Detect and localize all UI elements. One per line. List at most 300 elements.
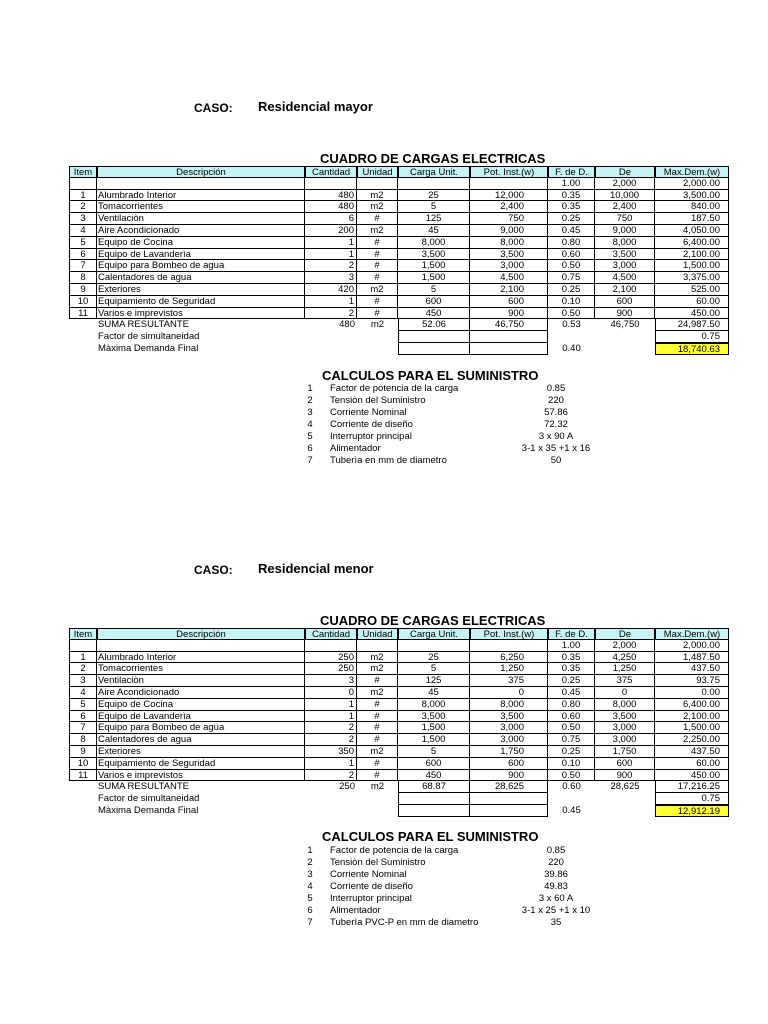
cell-max-dem: 60.00: [655, 296, 729, 308]
cell-f-de-d: 0.25: [548, 284, 595, 296]
cell-max-dem: 3,375.00: [655, 272, 729, 284]
cell-max-dem: 12,912.19: [655, 805, 729, 817]
cell-cantidad: [305, 640, 357, 652]
cell-f-de-d: 0.60: [548, 249, 595, 261]
cell-pot-inst: 8,000: [470, 699, 548, 711]
calc-number: 7: [307, 455, 313, 466]
table-header-row: [69, 628, 721, 640]
calc-item: [0, 383, 768, 395]
cell-carga-unit: 25: [398, 652, 470, 664]
table-row: [69, 295, 720, 308]
cell-item: 2: [69, 201, 97, 213]
cell-descripcion: Calentadores de agua: [97, 734, 305, 746]
cell-de: 3,000: [595, 722, 655, 734]
cell-cantidad: 200: [305, 225, 357, 237]
calc-item: [0, 917, 768, 929]
cell-item: 5: [69, 237, 97, 249]
cell-max-dem: 18,740.63: [655, 343, 729, 355]
cell-f-de-d: 0.45: [548, 687, 595, 699]
calc-label: Corriente de diseño: [330, 881, 413, 892]
cell-de: 4,250: [595, 652, 655, 664]
cell-pot-inst: [470, 640, 548, 652]
col-header-descripcion: Descripción: [97, 166, 305, 178]
cell-max-dem: 60.00: [655, 758, 729, 770]
cell-max-dem: 0.75: [655, 793, 729, 805]
cell-pot-inst: 46,750: [470, 319, 548, 331]
calc-label: Tuberìa en mm de diametro: [330, 455, 447, 466]
cell-de: 1,250: [595, 663, 655, 675]
cell-item: 11: [69, 308, 97, 320]
calc-item: [0, 845, 768, 857]
table-title: CUADRO DE CARGAS ELECTRICAS: [320, 613, 546, 628]
calc-value: 3-1 x 35 +1 x 16: [521, 443, 591, 454]
cell-f-de-d: 0.35: [548, 201, 595, 213]
cell-item: 9: [69, 284, 97, 296]
cell-de: 0: [595, 687, 655, 699]
cell-max-dem: 1,500.00: [655, 260, 729, 272]
cell-max-dem: 2,000.00: [655, 178, 729, 190]
cell-carga-unit: 125: [398, 213, 470, 225]
col-header-de: De: [595, 628, 655, 640]
cell-pot-inst: 900: [470, 308, 548, 320]
table-row: [69, 201, 720, 213]
table-row-initial: [69, 639, 720, 652]
cell-pot-inst: 600: [470, 758, 548, 770]
calc-number: 4: [307, 419, 313, 430]
cell-unidad: m2: [357, 652, 398, 664]
cell-unidad: m2: [357, 190, 398, 202]
col-header-carga-unit: Carga Unit.: [398, 166, 470, 178]
load-table: [69, 628, 721, 818]
calc-label: Interruptor principal: [330, 893, 412, 904]
cell-cantidad: 1: [305, 237, 357, 249]
cell-unidad: #: [357, 237, 398, 249]
cell-cantidad: 2: [305, 734, 357, 746]
table-body: [69, 639, 720, 818]
cell-unidad: #: [357, 675, 398, 687]
cell-de: [595, 793, 655, 805]
cell-f-de-d: 0.50: [548, 770, 595, 782]
cell-cantidad: 2: [305, 770, 357, 782]
cell-carga-unit: 1,500: [398, 260, 470, 272]
cell-carga-unit: 5: [398, 663, 470, 675]
calc-value: 0.85: [546, 383, 566, 394]
cell-descripcion: Tomacorrientes: [97, 201, 305, 213]
col-header-pot-inst: Pot. Inst.(w): [470, 166, 548, 178]
cell-carga-unit: 3,500: [398, 249, 470, 261]
cell-max-dem: 525.00: [655, 284, 729, 296]
cell-max-dem: 4,050.00: [655, 225, 729, 237]
calc-label: Corriente Nominal: [330, 869, 407, 880]
cell-unidad: [357, 178, 398, 190]
cell-pot-inst: 2,400: [470, 201, 548, 213]
cell-unidad: #: [357, 758, 398, 770]
cell-item: 1: [69, 190, 97, 202]
table-header-row: [69, 166, 721, 178]
cell-unidad: [357, 805, 398, 817]
cell-carga-unit: 8,000: [398, 237, 470, 249]
calc-label: Tensiòn del Suministro: [330, 857, 426, 868]
cell-descripcion: Exteriores: [97, 284, 305, 296]
cell-f-de-d: [548, 793, 595, 805]
calc-item: [0, 857, 768, 869]
calc-number: 5: [307, 893, 313, 904]
cell-unidad: #: [357, 296, 398, 308]
cell-max-dem: 450.00: [655, 770, 729, 782]
calc-label: Corriente de diseño: [330, 419, 413, 430]
calc-item: [0, 893, 768, 905]
table-row: [69, 722, 720, 734]
table-row: [69, 189, 720, 202]
cell-f-de-d: 0.60: [548, 711, 595, 723]
table-row: [69, 260, 720, 272]
cell-f-de-d: 0.25: [548, 213, 595, 225]
calc-item: [0, 431, 768, 443]
calc-label: Corriente Nominal: [330, 407, 407, 418]
cell-de: 1,750: [595, 746, 655, 758]
cell-max-dem: 1,487.50: [655, 652, 729, 664]
cell-cantidad: 250: [305, 663, 357, 675]
cell-unidad: [357, 343, 398, 355]
cell-cantidad: 6: [305, 213, 357, 225]
col-header-unidad: Unidad: [357, 166, 398, 178]
cell-de: 3,000: [595, 734, 655, 746]
cell-item: 10: [69, 296, 97, 308]
cell-cantidad: 350: [305, 746, 357, 758]
cell-descripcion: Varios e imprevistos: [97, 770, 305, 782]
cell-descripcion: [97, 178, 305, 190]
cell-cantidad: 250: [339, 781, 355, 793]
cell-max-dem: 187.50: [655, 213, 729, 225]
cell-max-dem: 93.75: [655, 675, 729, 687]
table-row: [69, 248, 720, 261]
cell-max-dem: 2,100.00: [655, 711, 729, 723]
cell-item: 8: [69, 272, 97, 284]
cell-unidad: m2: [357, 746, 398, 758]
cell-unidad: m2: [370, 781, 385, 793]
cell-carga-unit: 1,500: [398, 272, 470, 284]
calc-value: 220: [548, 395, 564, 406]
cell-max-dem: 6,400.00: [655, 699, 729, 711]
calc-title: CALCULOS PARA EL SUMINISTRO: [322, 368, 539, 383]
cell-f-de-d: 0.25: [548, 746, 595, 758]
cell-pot-inst: [470, 805, 548, 817]
cell-f-de-d: 0.75: [548, 272, 595, 284]
table-row: [69, 236, 720, 249]
cell-descripcion: Equipo de Cocina: [97, 699, 305, 711]
cell-max-dem: 1,500.00: [655, 722, 729, 734]
cell-pot-inst: 1,750: [470, 746, 548, 758]
cell-f-de-d: 0.60: [562, 781, 581, 793]
calc-number: 4: [307, 881, 313, 892]
cell-item: 3: [69, 213, 97, 225]
cell-pot-inst: 1,250: [470, 663, 548, 675]
cell-f-de-d: 0.80: [548, 699, 595, 711]
cell-cantidad: 480: [305, 190, 357, 202]
table-body: [69, 177, 720, 356]
calc-number: 6: [307, 905, 313, 916]
cell-pot-inst: 375: [470, 675, 548, 687]
caso-name: Residencial menor: [258, 561, 374, 576]
col-header-item: Item: [69, 628, 97, 640]
col-header-de: De: [595, 166, 655, 178]
cell-pot-inst: 8,000: [470, 237, 548, 249]
cell-de: 3,500: [595, 711, 655, 723]
cell-carga-unit: 125: [398, 675, 470, 687]
cell-item: 1: [69, 652, 97, 664]
cell-unidad: #: [357, 260, 398, 272]
cell-descripcion: Tomacorrientes: [97, 663, 305, 675]
cell-de: 375: [595, 675, 655, 687]
calc-value: 220: [548, 857, 564, 868]
cell-de: 3,500: [595, 249, 655, 261]
cell-item: 5: [69, 699, 97, 711]
calc-label: Tensiòn del Suministro: [330, 395, 426, 406]
cell-descripcion: Aire Acondicionado: [97, 687, 305, 699]
cell-carga-unit: 5: [398, 201, 470, 213]
cell-f-de-d: 0.80: [548, 237, 595, 249]
table-row-suma-resultante: [69, 781, 720, 793]
cell-cantidad: 1: [305, 296, 357, 308]
col-header-carga-unit: Carga Unit.: [398, 628, 470, 640]
cell-cantidad: 250: [305, 652, 357, 664]
cell-carga-unit: 45: [398, 225, 470, 237]
calc-item: [0, 455, 768, 467]
cell-f-de-d: 0.50: [548, 308, 595, 320]
cell-de: 2,100: [595, 284, 655, 296]
cell-descripcion: Factor de simultaneidad: [98, 331, 200, 343]
cell-descripcion: Alumbrado Interior: [97, 190, 305, 202]
cell-cantidad: [305, 805, 357, 817]
cell-cantidad: 420: [305, 284, 357, 296]
cell-de: 8,000: [595, 237, 655, 249]
table-row-initial: [69, 177, 720, 190]
calc-item: [0, 869, 768, 881]
calc-value: 35: [550, 917, 562, 928]
cell-unidad: m2: [357, 663, 398, 675]
cell-unidad: #: [357, 249, 398, 261]
cell-descripcion: Equipo de Lavanderìa: [97, 249, 305, 261]
cell-pot-inst: 900: [470, 770, 548, 782]
cell-cantidad: 0: [305, 687, 357, 699]
cell-carga-unit: 5: [398, 284, 470, 296]
cell-de: 46,750: [610, 319, 640, 331]
calc-label: Factor de potencia de la carga: [330, 845, 459, 856]
cell-pot-inst: 3,500: [470, 249, 548, 261]
col-header-max-dem: Max.Dem.(w): [655, 166, 729, 178]
table-row: [69, 745, 720, 758]
cell-carga-unit: 450: [398, 770, 470, 782]
cell-f-de-d: 0.10: [548, 758, 595, 770]
table-row-factor-simultaneidad: [69, 793, 720, 805]
cell-de: 4,500: [595, 272, 655, 284]
cell-cantidad: 3: [305, 272, 357, 284]
calc-label: Interruptor principal: [330, 431, 412, 442]
cell-descripcion: Ventilaciòn: [97, 675, 305, 687]
cell-item: 7: [69, 260, 97, 272]
calc-item: [0, 905, 768, 917]
cell-de: 750: [595, 213, 655, 225]
cell-unidad: m2: [357, 687, 398, 699]
load-table: [69, 166, 721, 356]
cell-de: 900: [595, 308, 655, 320]
table-row-factor-simultaneidad: [69, 331, 720, 343]
cell-unidad: #: [357, 272, 398, 284]
cell-f-de-d: 0.45: [562, 805, 581, 817]
calc-number: 5: [307, 431, 313, 442]
calc-title: CALCULOS PARA EL SUMINISTRO: [322, 829, 539, 844]
cell-descripcion: Equipo de Lavanderìa: [97, 711, 305, 723]
calc-value: 3 x 60 A: [538, 893, 574, 904]
table-row: [69, 272, 720, 284]
cell-descripcion: Equipo para Bombeo de agua: [97, 722, 305, 734]
cell-f-de-d: 0.25: [548, 675, 595, 687]
cell-carga-unit: [398, 805, 470, 817]
caso-label: CASO:: [194, 563, 233, 577]
cell-max-dem: 450.00: [655, 308, 729, 320]
calc-item: [0, 395, 768, 407]
cell-pot-inst: 750: [470, 213, 548, 225]
cell-pot-inst: [470, 343, 548, 355]
cell-cantidad: 2: [305, 308, 357, 320]
cell-item: 8: [69, 734, 97, 746]
cell-f-de-d: [548, 331, 595, 343]
cell-descripcion: SUMA RESULTANTE: [98, 319, 189, 331]
table-row: [69, 307, 720, 320]
cell-unidad: m2: [357, 284, 398, 296]
cell-unidad: [357, 331, 398, 343]
cell-de: 9,000: [595, 225, 655, 237]
cell-max-dem: 2,250.00: [655, 734, 729, 746]
cell-item: 3: [69, 675, 97, 687]
table-row: [69, 651, 720, 664]
col-header-f-de-d: F. de D.: [548, 628, 595, 640]
cell-cantidad: [305, 178, 357, 190]
calc-value: 57.86: [544, 407, 568, 418]
caso-name: Residencial mayor: [258, 99, 373, 114]
cell-de: 2,000: [595, 640, 655, 652]
cell-pot-inst: 3,000: [470, 722, 548, 734]
cell-descripcion: Exteriores: [97, 746, 305, 758]
cell-f-de-d: 0.50: [548, 722, 595, 734]
caso-label: CASO:: [194, 101, 233, 115]
cell-pot-inst: 28,625: [470, 781, 548, 793]
col-header-f-de-d: F. de D.: [548, 166, 595, 178]
cell-de: [595, 343, 655, 355]
cell-item: 7: [69, 722, 97, 734]
calc-value: 49.83: [544, 881, 568, 892]
cell-carga-unit: 600: [398, 758, 470, 770]
cell-f-de-d: 0.75: [548, 734, 595, 746]
calc-value: 3 x 90 A: [538, 431, 574, 442]
cell-descripcion: Màxima Demanda Final: [98, 805, 199, 817]
calc-number: 3: [307, 869, 313, 880]
cell-carga-unit: [398, 343, 470, 355]
calc-label: Alimentador: [330, 443, 381, 454]
cell-carga-unit: 1,500: [398, 734, 470, 746]
cell-descripcion: Factor de simultaneidad: [98, 793, 200, 805]
calc-number: 3: [307, 407, 313, 418]
cell-item: [69, 781, 97, 793]
cell-cantidad: [305, 331, 357, 343]
cell-max-dem: 437.50: [655, 663, 729, 675]
cell-de: [595, 805, 655, 817]
calc-value: 3-1 x 25 +1 x 10: [521, 905, 591, 916]
cell-unidad: #: [357, 770, 398, 782]
cell-item: 10: [69, 758, 97, 770]
cell-pot-inst: 3,000: [470, 260, 548, 272]
cell-descripcion: Ventilaciòn: [97, 213, 305, 225]
col-header-descripcion: Descripción: [97, 628, 305, 640]
calc-number: 2: [307, 395, 313, 406]
cell-max-dem: 2,000.00: [655, 640, 729, 652]
cell-pot-inst: 0: [470, 687, 548, 699]
cell-item: [69, 319, 97, 331]
cell-de: 28,625: [610, 781, 640, 793]
table-row: [69, 224, 720, 237]
calc-item: [0, 881, 768, 893]
cell-de: 8,000: [595, 699, 655, 711]
cell-item: [69, 805, 97, 817]
cell-pot-inst: [470, 178, 548, 190]
cell-de: [595, 331, 655, 343]
cell-item: [69, 793, 97, 805]
calc-item: [0, 443, 768, 455]
cell-item: 4: [69, 687, 97, 699]
table-row: [69, 710, 720, 723]
cell-de: 3,000: [595, 260, 655, 272]
calc-label: Tuberìa PVC-P en mm de diametro: [330, 917, 479, 928]
table-title: CUADRO DE CARGAS ELECTRICAS: [320, 151, 546, 166]
table-row-suma-resultante: [69, 319, 720, 331]
cell-unidad: [357, 640, 398, 652]
cell-pot-inst: 12,000: [470, 190, 548, 202]
cell-f-de-d: 0.35: [548, 663, 595, 675]
col-header-cantidad: Cantidad: [305, 628, 357, 640]
table-row: [69, 663, 720, 675]
cell-carga-unit: 450: [398, 308, 470, 320]
calc-number: 7: [307, 917, 313, 928]
cell-cantidad: 1: [305, 758, 357, 770]
cell-descripcion: Equipo de Cocina: [97, 237, 305, 249]
calc-number: 1: [307, 383, 313, 394]
cell-carga-unit: 25: [398, 190, 470, 202]
calc-label: Factor de potencia de la carga: [330, 383, 459, 394]
cell-de: 2,000: [595, 178, 655, 190]
cell-f-de-d: 1.00: [548, 640, 595, 652]
calc-item: [0, 419, 768, 431]
calc-label: Alimentador: [330, 905, 381, 916]
cell-item: [69, 331, 97, 343]
cell-de: 600: [595, 296, 655, 308]
cell-unidad: #: [357, 308, 398, 320]
calc-value: 72.32: [544, 419, 568, 430]
cell-max-dem: 0.75: [655, 331, 729, 343]
cell-carga-unit: 52.06: [398, 319, 470, 331]
cell-cantidad: 2: [305, 722, 357, 734]
cell-f-de-d: 1.00: [548, 178, 595, 190]
cell-carga-unit: 3,500: [398, 711, 470, 723]
cell-de: 10,000: [595, 190, 655, 202]
cell-max-dem: 17,216.25: [655, 781, 729, 793]
calc-value: 0.85: [546, 845, 566, 856]
calc-number: 6: [307, 443, 313, 454]
table-row: [69, 283, 720, 296]
cell-f-de-d: 0.10: [548, 296, 595, 308]
cell-max-dem: 24,987.50: [655, 319, 729, 331]
cell-item: 2: [69, 663, 97, 675]
table-row: [69, 757, 720, 770]
